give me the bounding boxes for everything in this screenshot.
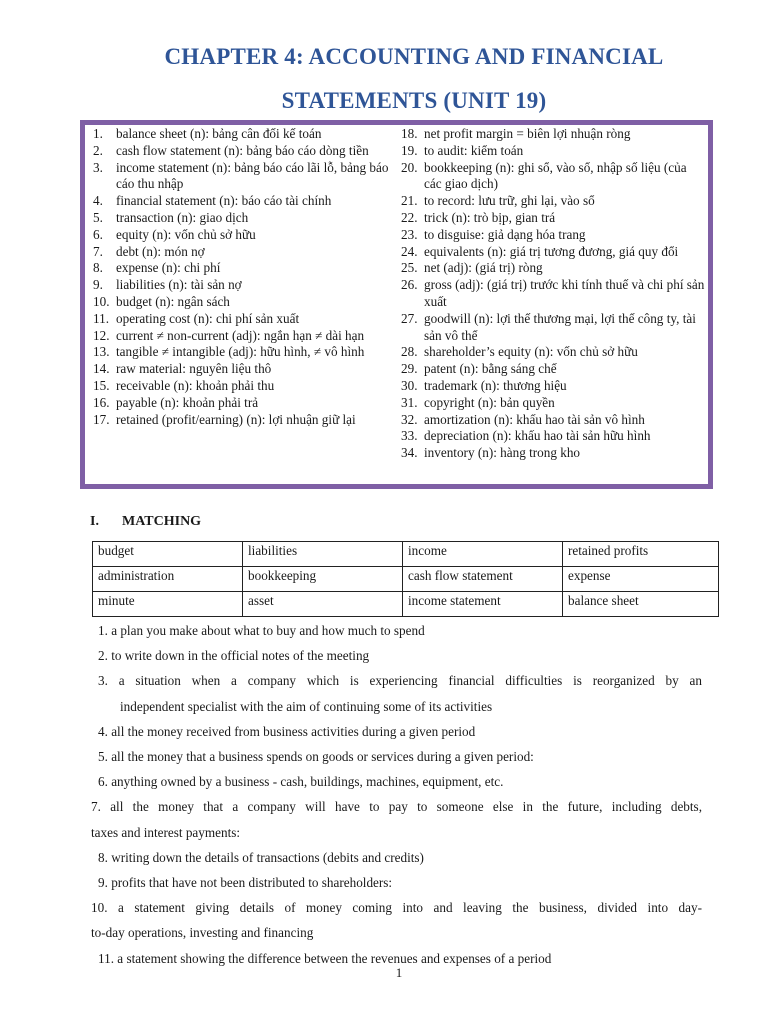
- vocabulary-column-left: [93, 126, 399, 428]
- vocabulary-text: income statement (n): bảng báo cáo lãi lỗ, bảng báo cáo thu nhập: [116, 159, 389, 192]
- vocabulary-text: net (adj): (giá trị) ròng: [424, 260, 543, 276]
- vocabulary-item: [401, 344, 707, 361]
- vocabulary-item: [401, 361, 707, 378]
- vocabulary-number: 28.: [401, 344, 418, 360]
- vocabulary-number: 31.: [401, 394, 418, 410]
- vocabulary-text: current ≠ non-current (adj): ngắn hạn ≠ dài hạn: [116, 327, 365, 343]
- vocabulary-number: 15.: [93, 377, 110, 393]
- definition-item: 8. writing down the details of transactions (debits and credits): [98, 849, 424, 865]
- vocabulary-item: [401, 210, 707, 227]
- vocabulary-number: 29.: [401, 361, 418, 377]
- vocabulary-item: [93, 277, 399, 294]
- vocabulary-item: [401, 445, 707, 462]
- vocabulary-item: [401, 227, 707, 244]
- vocabulary-text: to disguise: giả dạng hóa trang: [424, 226, 586, 242]
- table-cell: income statement: [403, 592, 563, 617]
- vocabulary-item: [401, 277, 707, 311]
- vocabulary-text: raw material: nguyên liệu thô: [116, 361, 272, 377]
- vocabulary-number: 30.: [401, 377, 418, 393]
- vocabulary-item: [93, 160, 399, 194]
- vocabulary-number: 19.: [401, 142, 418, 158]
- vocabulary-text: equity (n): vốn chủ sở hữu: [116, 226, 256, 242]
- vocabulary-number: 11.: [93, 310, 109, 326]
- vocabulary-text: to audit: kiểm toán: [424, 142, 524, 158]
- vocabulary-number: 24.: [401, 243, 418, 259]
- vocabulary-item: [93, 244, 399, 261]
- table-row: [93, 592, 719, 617]
- vocabulary-number: 10.: [93, 293, 110, 309]
- definition-item: 9. profits that have not been distributed to shareholders:: [98, 875, 393, 891]
- vocabulary-number: 27.: [401, 310, 418, 326]
- table-cell: administration: [93, 567, 243, 592]
- vocabulary-item: [401, 428, 707, 445]
- vocabulary-text: financial statement (n): báo cáo tài chính: [116, 193, 332, 209]
- vocabulary-item: [401, 193, 707, 210]
- vocabulary-text: payable (n): khoản phải trả: [116, 394, 259, 410]
- vocabulary-number: 12.: [93, 327, 110, 343]
- vocabulary-text: patent (n): bằng sáng chế: [424, 361, 557, 377]
- vocabulary-item: [401, 395, 707, 412]
- vocabulary-item: [401, 126, 707, 143]
- vocabulary-item: [93, 344, 399, 361]
- definition-item: 4. all the money received from business activities during a given period: [98, 723, 476, 739]
- vocabulary-text: trademark (n): thương hiệu: [424, 377, 567, 393]
- vocabulary-item: [93, 361, 399, 378]
- definition-item-continuation: taxes and interest payments:: [91, 824, 241, 840]
- vocabulary-number: 25.: [401, 260, 418, 276]
- section-label: MATCHING: [122, 514, 202, 529]
- vocabulary-item: [401, 244, 707, 261]
- vocabulary-text: retained (profit/earning) (n): lợi nhuận giữ lại: [116, 411, 356, 427]
- vocabulary-text: trick (n): trò bịp, gian trá: [424, 209, 556, 225]
- vocabulary-number: 22.: [401, 209, 418, 225]
- vocabulary-text: bookkeeping (n): ghi sổ, vào sổ, nhập số liệu (của các giao dịch): [424, 159, 687, 192]
- vocabulary-number: 7.: [93, 243, 103, 259]
- vocabulary-item: [401, 260, 707, 277]
- vocabulary-text: inventory (n): hàng trong kho: [424, 445, 581, 461]
- section-heading: [90, 514, 201, 530]
- vocabulary-text: to record: lưu trữ, ghi lại, vào sổ: [424, 193, 595, 209]
- vocabulary-item: [93, 260, 399, 277]
- vocabulary-text: expense (n): chi phí: [116, 260, 221, 276]
- chapter-title-line-2: STATEMENTS (UNIT 19): [281, 88, 547, 113]
- vocabulary-item: [401, 143, 707, 160]
- vocabulary-number: 20.: [401, 159, 418, 175]
- vocabulary-text: gross (adj): (giá trị) trước khi tính thuế và chi phí sản xuất: [424, 277, 705, 309]
- definition-item: 7. all the money that a company will have to pay to someone else in the future, including debts,: [91, 799, 702, 815]
- vocabulary-item: [93, 311, 399, 328]
- definition-item: 11. a statement showing the difference between the revenues and expenses of a period: [98, 950, 552, 966]
- table-row: [93, 567, 719, 592]
- vocabulary-number: 32.: [401, 411, 418, 427]
- definitions-list: [91, 618, 702, 971]
- table-cell: liabilities: [243, 542, 403, 567]
- vocabulary-number: 3.: [93, 159, 103, 175]
- vocabulary-number: 23.: [401, 226, 418, 242]
- definition-item: 6. anything owned by a business - cash, buildings, machines, equipment, etc.: [98, 774, 504, 790]
- vocabulary-item: [93, 328, 399, 345]
- vocabulary-text: copyright (n): bản quyền: [424, 394, 555, 410]
- vocabulary-item: [401, 378, 707, 395]
- vocabulary-text: equivalents (n): giá trị tương đương, giá quy đổi: [424, 243, 679, 259]
- vocabulary-text: liabilities (n): tài sản nợ: [116, 277, 242, 293]
- vocabulary-text: budget (n): ngân sách: [116, 293, 230, 309]
- table-cell: budget: [93, 542, 243, 567]
- definition-item-continuation: to-day operations, investing and financing: [91, 925, 314, 941]
- vocabulary-text: debt (n): món nợ: [116, 243, 205, 259]
- definition-item: 3. a situation when a company which is experiencing financial difficulties is reorganized by an: [98, 673, 702, 689]
- vocabulary-text: net profit margin = biên lợi nhuận ròng: [424, 126, 631, 141]
- vocabulary-number: 18.: [401, 126, 418, 141]
- vocabulary-item: [93, 143, 399, 160]
- vocabulary-text: balance sheet (n): bảng cân đối kế toán: [116, 126, 322, 141]
- vocabulary-number: 5.: [93, 209, 103, 225]
- table-cell: balance sheet: [563, 592, 719, 617]
- vocabulary-number: 21.: [401, 193, 418, 209]
- definition-item: 10. a statement giving details of money coming into and leaving the business, divided into day-: [91, 900, 702, 916]
- chapter-title-line-1: CHAPTER 4: ACCOUNTING AND FINANCIAL: [164, 44, 664, 69]
- vocabulary-item: [93, 227, 399, 244]
- vocabulary-text: amortization (n): khấu hao tài sản vô hình: [424, 411, 645, 427]
- vocabulary-item: [93, 378, 399, 395]
- vocabulary-text: cash flow statement (n): bảng báo cáo dòng tiền: [116, 142, 369, 158]
- vocabulary-number: 13.: [93, 344, 110, 360]
- vocabulary-number: 14.: [93, 361, 110, 377]
- vocabulary-text: transaction (n): giao dịch: [116, 209, 249, 225]
- vocabulary-number: 33.: [401, 428, 418, 444]
- vocabulary-number: 2.: [93, 142, 103, 158]
- vocabulary-item: [93, 395, 399, 412]
- vocabulary-number: 17.: [93, 411, 110, 427]
- vocabulary-column-right: [401, 126, 707, 462]
- vocabulary-text: operating cost (n): chi phí sản xuất: [116, 310, 300, 326]
- vocabulary-number: 8.: [93, 260, 103, 276]
- vocabulary-number: 9.: [93, 277, 103, 293]
- page-number: 1: [395, 965, 403, 980]
- vocabulary-number: 4.: [93, 193, 103, 209]
- vocabulary-number: 6.: [93, 226, 103, 242]
- vocabulary-item: [93, 294, 399, 311]
- vocabulary-item: [93, 126, 399, 143]
- definition-item: 2. to write down in the official notes of the meeting: [98, 648, 370, 664]
- table-row: [93, 542, 719, 567]
- vocabulary-item: [401, 412, 707, 429]
- vocabulary-text: receivable (n): khoản phải thu: [116, 377, 275, 393]
- vocabulary-number: 16.: [93, 394, 110, 410]
- vocabulary-text: tangible ≠ intangible (adj): hữu hình, ≠ vô hình: [116, 344, 365, 360]
- vocabulary-text: shareholder’s equity (n): vốn chủ sở hữu: [424, 344, 638, 360]
- vocabulary-number: 1.: [93, 126, 103, 141]
- definition-item-continuation: independent specialist with the aim of continuing some of its activities: [120, 698, 493, 714]
- table-cell: retained profits: [563, 542, 719, 567]
- table-cell: bookkeeping: [243, 567, 403, 592]
- table-cell: minute: [93, 592, 243, 617]
- table-cell: expense: [563, 567, 719, 592]
- definition-item: 1. a plan you make about what to buy and how much to spend: [98, 623, 425, 638]
- table-cell: income: [403, 542, 563, 567]
- definition-item: 5. all the money that a business spends on goods or services during a given period:: [98, 749, 534, 765]
- vocabulary-number: 34.: [401, 445, 418, 461]
- vocabulary-item: [93, 193, 399, 210]
- table-cell: cash flow statement: [403, 567, 563, 592]
- vocabulary-item: [401, 311, 707, 345]
- vocabulary-item: [93, 412, 399, 429]
- matching-table: [92, 541, 719, 617]
- vocabulary-text: depreciation (n): khấu hao tài sản hữu hình: [424, 428, 651, 444]
- vocabulary-number: 26.: [401, 277, 418, 293]
- section-number: I.: [90, 514, 99, 529]
- vocabulary-text: goodwill (n): lợi thế thương mại, lợi thế công ty, tài sản vô thể: [424, 310, 696, 343]
- table-cell: asset: [243, 592, 403, 617]
- vocabulary-item: [93, 210, 399, 227]
- vocabulary-item: [401, 160, 707, 194]
